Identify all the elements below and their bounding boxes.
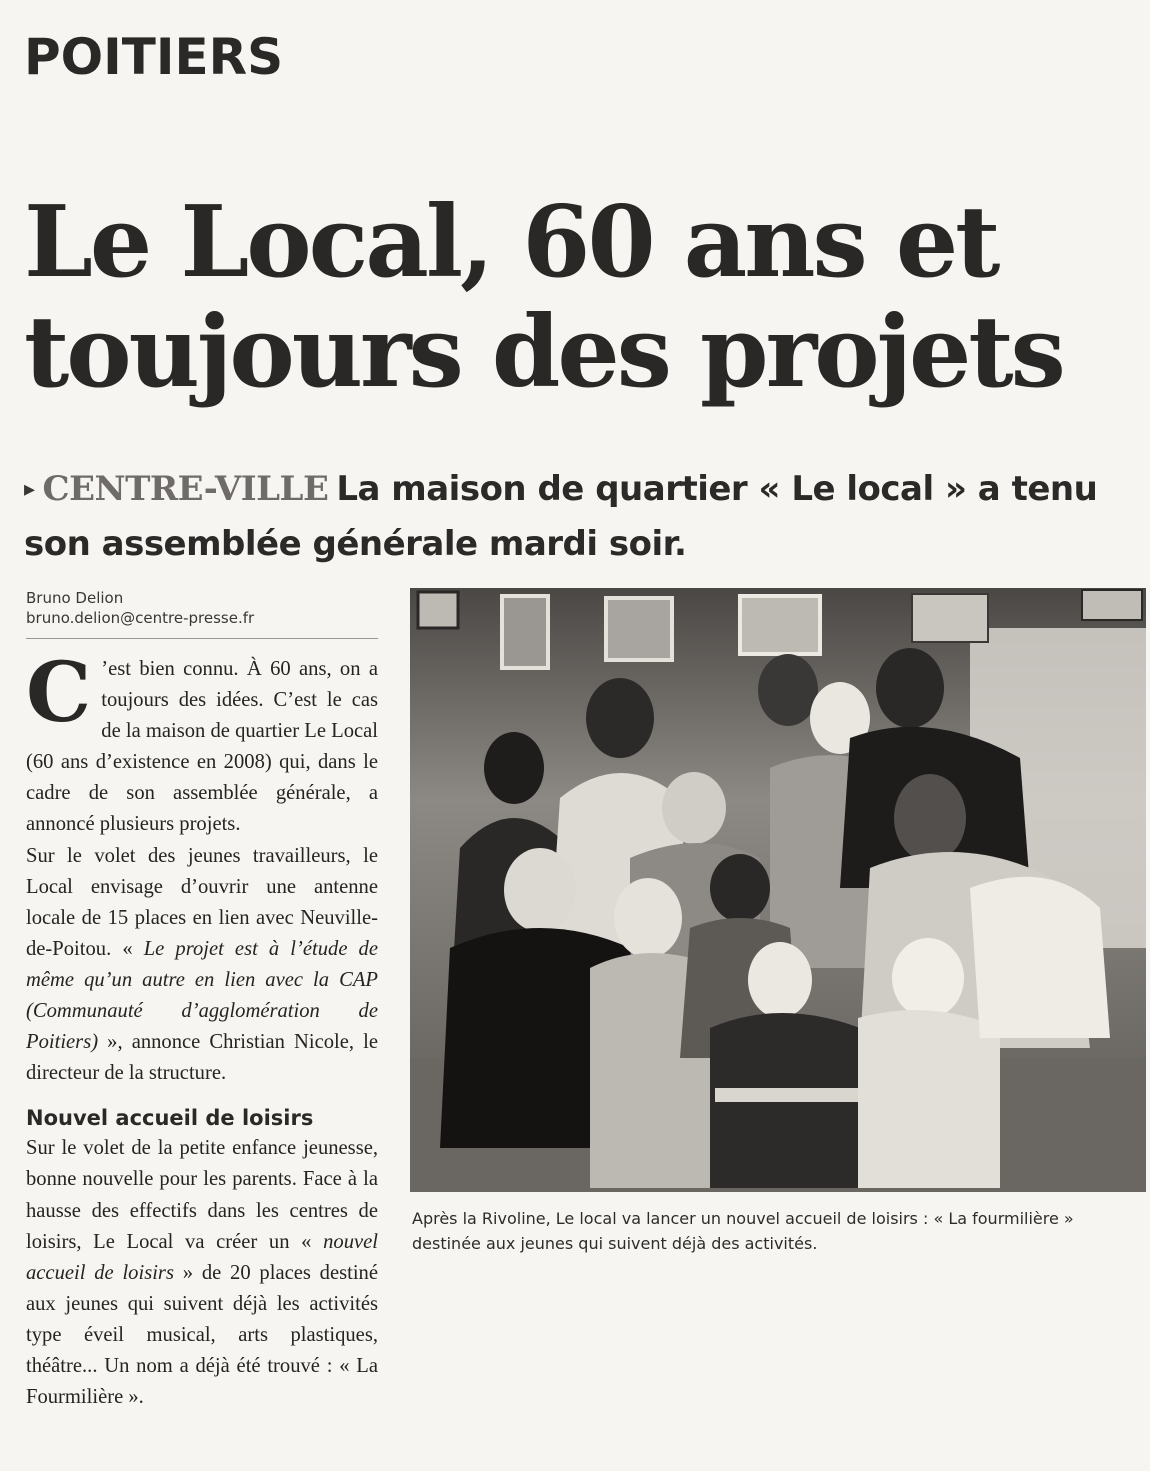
paragraph-1-text: ’est bien connu. À 60 ans, on a toujours des idées. C’est le cas de la maison de quartier Le Local (60 ans d’existence en 2008) qui, dans le cadre de son assemblée générale, a annoncé plusieurs projets. (26, 658, 378, 836)
paragraph-3-quote: nouvel accueil de loisirs (26, 1230, 378, 1284)
paragraph-3 (26, 1133, 378, 1413)
paragraph-2 (26, 841, 378, 1090)
headline-line-2: toujours des projets (24, 295, 1063, 410)
group-photo-illustration (410, 588, 1146, 1192)
group-photo (410, 588, 1146, 1192)
byline-divider (26, 638, 378, 639)
paragraph-3-text-a: Sur le volet de la petite enfance jeunesse, bonne nouvelle pour les parents. Face à la hausse des effectifs dans les centres de loisirs, Le Local va créer un « (26, 1137, 378, 1253)
byline-email: bruno.delion@centre-presse.fr (26, 609, 255, 627)
photo-caption: Après la Rivoline, Le local va lancer un nouvel accueil de loisirs : « La fourmilière » destinée aux jeunes qui suivent déjà des activités. (412, 1209, 1074, 1253)
paragraph-3-text-b: » de 20 places destiné aux jeunes qui suivent déjà les activités type éveil musical, arts plastiques, théâtre... Un nom a déjà été trouvé : « La Fourmilière ». (26, 1261, 378, 1409)
paragraph-2-text-a: Sur le volet des jeunes travailleurs, le Local envisage d’ouvrir une antenne locale de 15 places en lien avec Neuville-de-Poitou. « (26, 844, 378, 960)
standfirst-kicker: CENTRE-VILLE (42, 469, 329, 509)
standfirst-text-2: son assemblée générale mardi soir. (24, 524, 687, 564)
article-body (26, 654, 378, 1442)
paragraph-2-text-b: », annonce Christian Nicole, le directeur de la structure. (26, 1031, 378, 1085)
byline-author: Bruno Delion (26, 589, 124, 607)
paragraph-2-quote: Le projet est à l’étude de même qu’un autre en lien avec la CAP (Communauté d’agglomération de Poitiers) (26, 937, 378, 1054)
chevron-right-icon: ▸ (24, 477, 35, 502)
paragraph-1 (26, 654, 378, 841)
standfirst-text-1: La maison de quartier « Le local » a tenu (336, 469, 1098, 509)
byline (26, 588, 386, 628)
subheading: Nouvel accueil de loisirs (26, 1106, 314, 1131)
headline-line-1: Le Local, 60 ans et (24, 185, 998, 300)
standfirst (24, 462, 1144, 571)
headline (24, 185, 1144, 410)
section-label: POITIERS (24, 28, 284, 86)
drop-cap: C (26, 654, 92, 741)
